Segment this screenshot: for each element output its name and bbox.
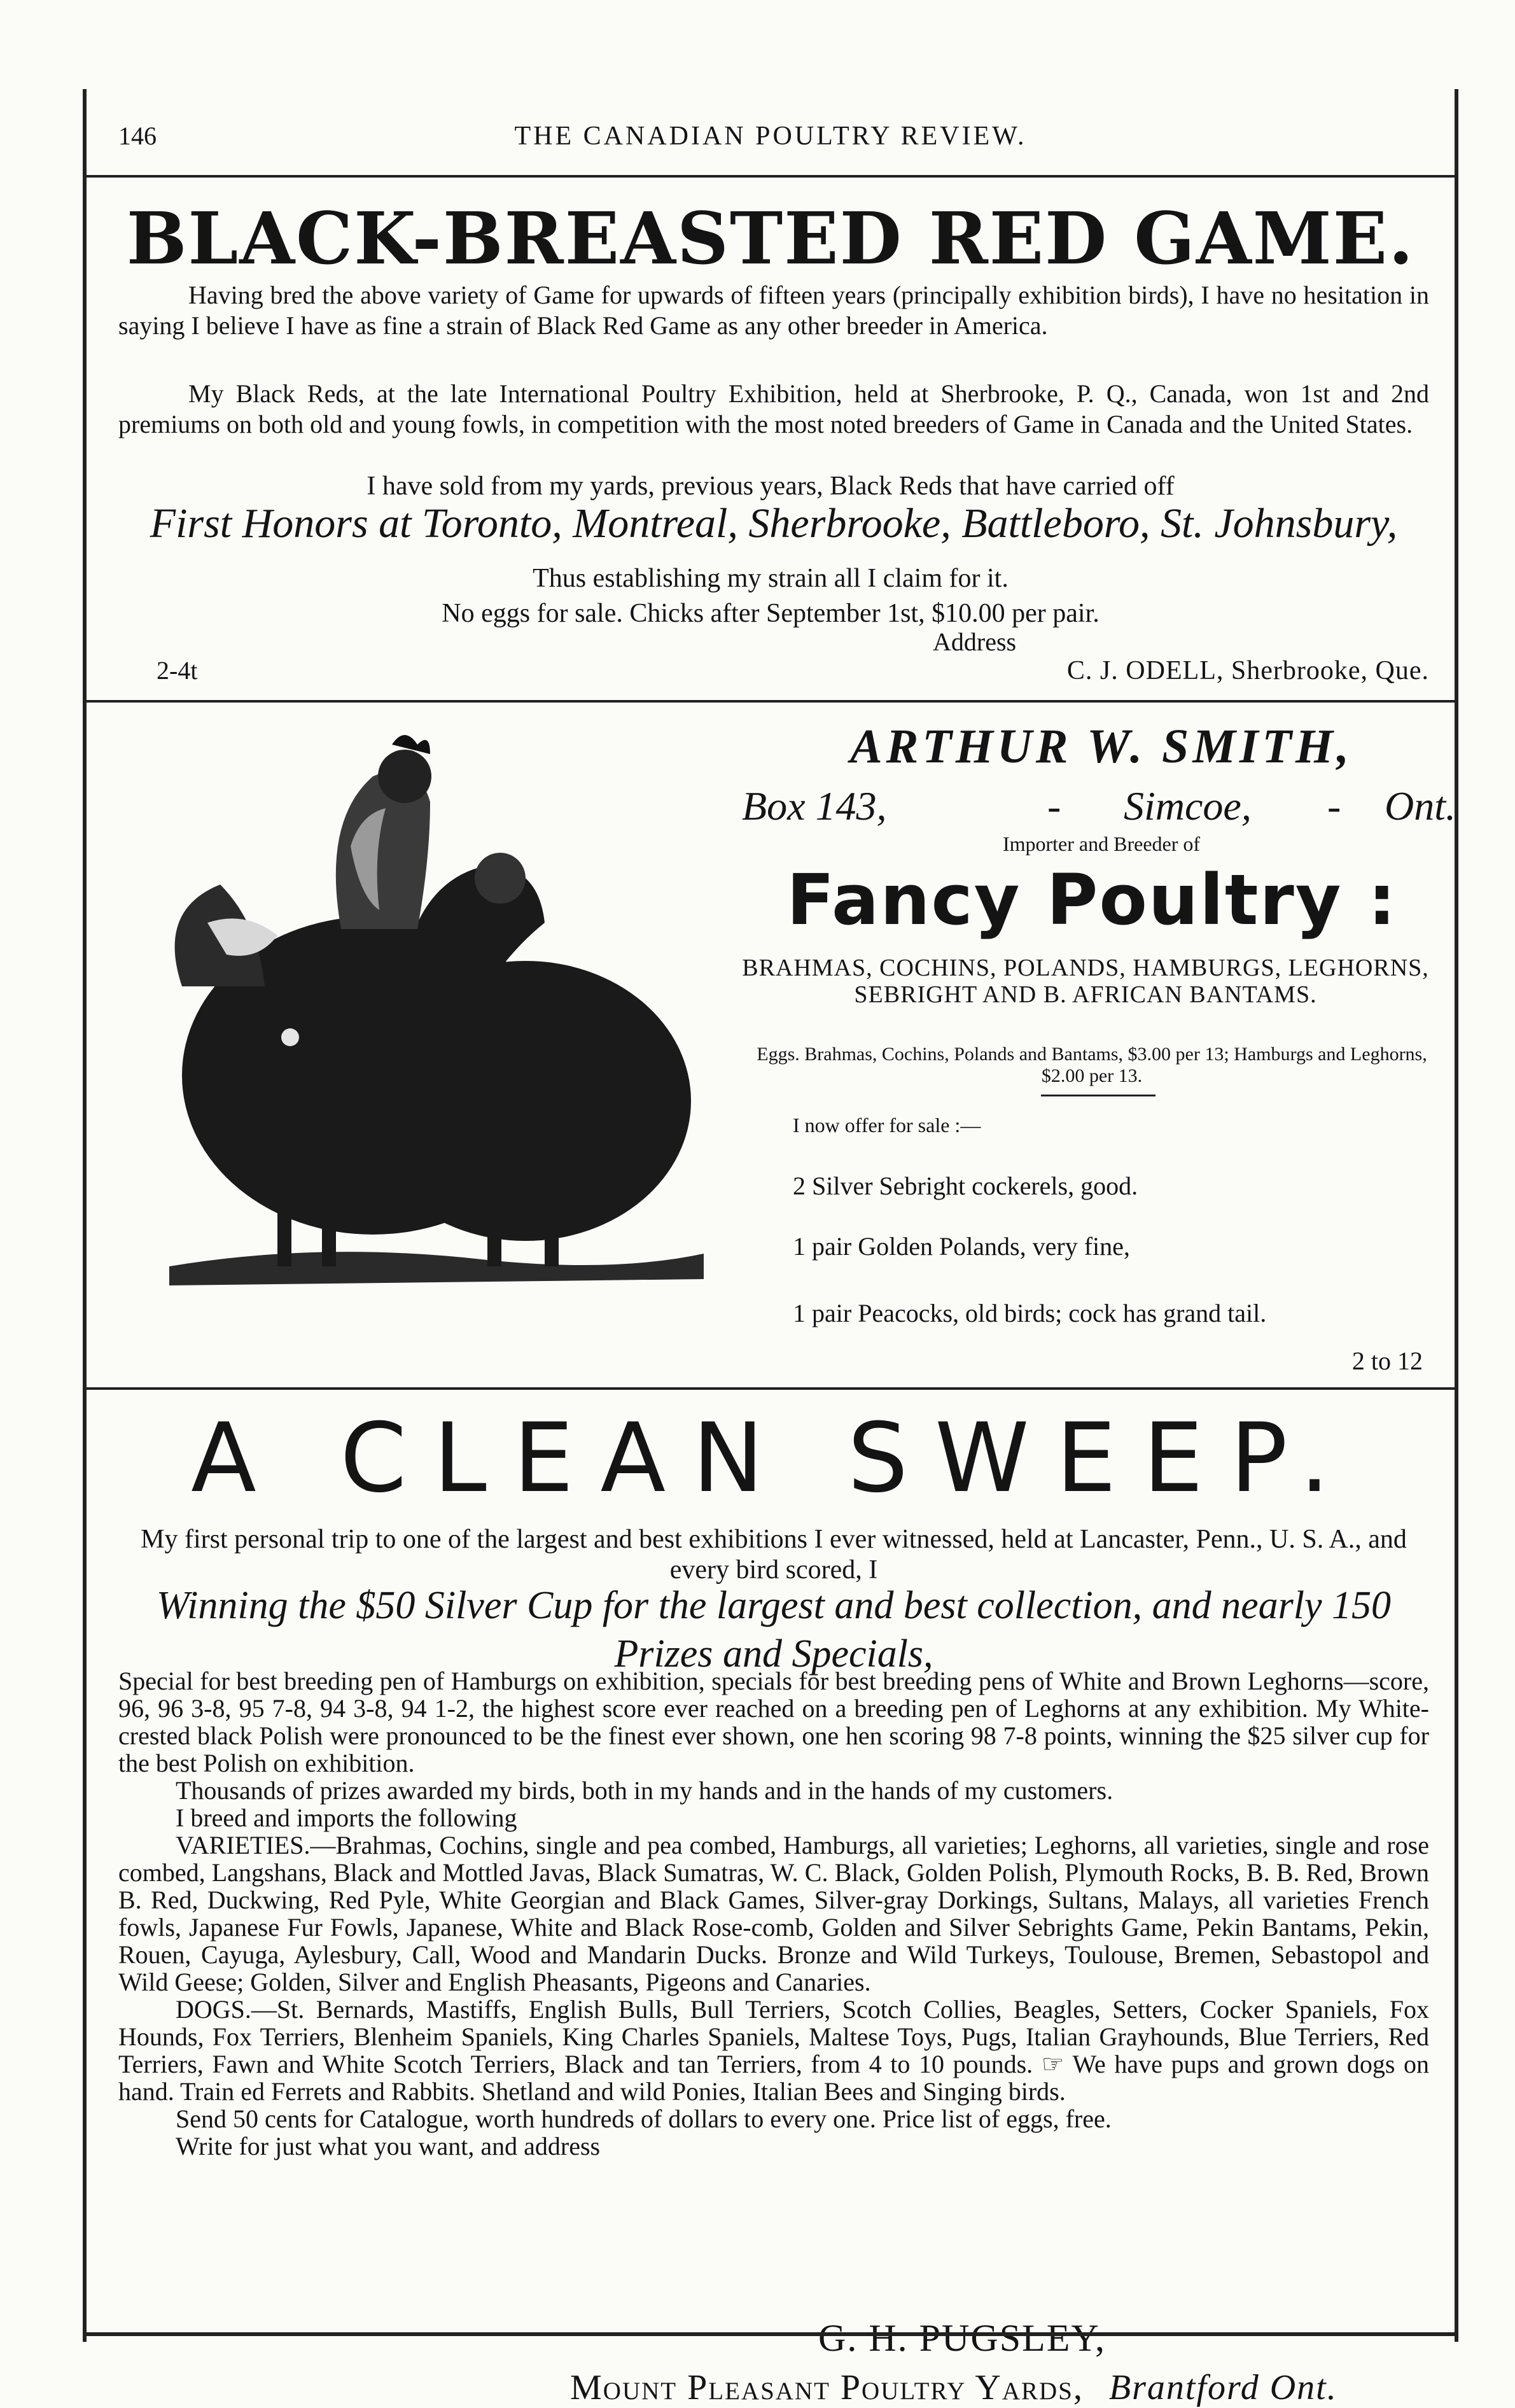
page-number: 146 bbox=[118, 122, 157, 150]
fowl-illustration bbox=[131, 719, 761, 1292]
smith-name: ARTHUR W. SMITH, bbox=[849, 720, 1353, 773]
game-ad-term: 2-4t bbox=[157, 656, 198, 685]
smith-term: 2 to 12 bbox=[1351, 1347, 1423, 1375]
smith-dash-2: - bbox=[1327, 783, 1341, 829]
pugsley-name: G. H. PUGSLEY, bbox=[818, 2317, 1106, 2359]
pugsley-title: A CLEAN SWEEP. bbox=[191, 1403, 1357, 1514]
sale-item: 2 Silver Sebright cockerels, good. bbox=[793, 1172, 1138, 1200]
sale-item: 1 pair Peacocks, old birds; cock has grand tail. bbox=[793, 1299, 1267, 1327]
smith-eggs: Eggs. Brahmas, Cochins, Polands and Bantams, $3.00 per 13; Hamburgs and Leghorns, $2.00 per 13. bbox=[757, 1044, 1427, 1086]
game-ad-para-2: My Black Reds, at the late International Poultry Exhibition, held at Sherbrooke, P. Q., Canada, won 1st and 2nd premiums on both old and young fowls, in competition with the most noted breeders of Game in Canada and the United States. bbox=[118, 379, 1429, 438]
smith-offer: I now offer for sale :— bbox=[793, 1114, 981, 1137]
section-rule-2 bbox=[87, 1387, 1455, 1390]
header-rule bbox=[87, 175, 1455, 178]
section-rule-1 bbox=[87, 700, 1455, 703]
game-ad-para-1: Having bred the above variety of Game for upwards of fifteen years (principally exhibition birds), I have no hesitation in saying I believe I have as fine a strain of Black Red Game as any other breeder in America. bbox=[118, 281, 1429, 340]
game-ad-para-3: I have sold from my yards, previous years, Black Reds that have carried off bbox=[367, 472, 1175, 501]
game-ad-address-label: Address bbox=[933, 627, 1017, 656]
pugsley-para-dogs: DOGS.—St. Bernards, Mastiffs, English Bulls, Bull Terriers, Scotch Collies, Beagles, Setters, Cocker Spaniels, Fox Hounds, Fox Terriers, Blenheim Spaniels, King Charles Spaniels, Maltese Toys, Pugs, Italian Grayhounds, Blue Terriers, Red Terriers, Fawn and White Scotch Terriers, Black and tan Terriers, from 4 to 10 pounds. ☞ We have pups and grown dogs on hand. Train ed Ferrets and Rabbits. Shetland and wild Ponies, Italian Bees and Singing birds. bbox=[118, 1995, 1429, 2106]
pugsley-para-thousands: Thousands of prizes awarded my birds, both in my hands and in the hands of my customers. bbox=[176, 1776, 1114, 1805]
smith-importer: Importer and Breeder of bbox=[1002, 832, 1201, 855]
pugsley-body bbox=[118, 1667, 1429, 2160]
smith-dash-1: - bbox=[1047, 783, 1061, 829]
sale-item: 1 pair Golden Polands, very fine, bbox=[793, 1232, 1130, 1261]
running-title: THE CANADIAN POULTRY REVIEW. bbox=[514, 122, 1027, 151]
pugsley-yards-line bbox=[570, 2367, 1429, 2408]
pugsley-para-write: Write for just what you want, and address bbox=[176, 2132, 601, 2160]
pugsley-town: Brantford Ont. bbox=[1108, 2368, 1337, 2407]
game-ad-signature: C. J. ODELL, Sherbrooke, Que. bbox=[1066, 656, 1429, 685]
page-header bbox=[118, 108, 1423, 165]
pugsley-para-varieties: VARIETIES.—Brahmas, Cochins, single and pea combed, Hamburgs, all varieties; Leghorns, all varieties, single and rose combed, Langshans, Black and Mottled Javas, Black Sumatras, W. C. Black, Golden Polish, Plymouth Rocks, B. B. Red, Brown B. Red, Duckwing, Red Pyle, White Georgian and Black Games, Silver-gray Dorkings, Sultans, Malays, all varieties French fowls, Japanese Fur Fowls, Japanese, White and Black Rose-comb, Golden and Silver Sebrights Game, Pekin Bantams, Pekin, Rouen, Cayuga, Aylesbury, Call, Wood and Mandarin Ducks. Bronze and Wild Turkeys, Toulouse, Bremen, Sebastopol and Wild Geese; Golden, Silver and English Pheasants, Pigeons and Canaries. bbox=[118, 1831, 1429, 1996]
pugsley-para-breed: I breed and imports the following bbox=[176, 1803, 517, 1832]
page bbox=[83, 89, 1458, 2407]
pugsley-para-catalogue: Send 50 cents for Catalogue, worth hundreds of dollars to every one. Price list of eggs, free. bbox=[176, 2104, 1112, 2133]
smith-small-rule bbox=[1041, 1095, 1155, 1096]
pugsley-intro: My first personal trip to one of the largest and best exhibitions I ever witnessed, held at Lancaster, Penn., U. S. A., and every bird scored, I bbox=[141, 1525, 1407, 1585]
smith-breeds: BRAHMAS, COCHINS, POLANDS, HAMBURGS, LEGHORNS, SEBRIGHT AND B. AFRICAN BANTAMS. bbox=[742, 955, 1429, 1008]
smith-box: Box 143, bbox=[742, 783, 887, 829]
smith-province: Ont. bbox=[1385, 783, 1456, 829]
game-ad-establish: Thus establishing my strain all I claim for it. bbox=[533, 564, 1009, 593]
smith-headline: Fancy Poultry : bbox=[786, 859, 1397, 941]
game-ad-eggs: No eggs for sale. Chicks after September 1st, $10.00 per pair. bbox=[442, 599, 1100, 628]
pugsley-yards: Mount Pleasant Poultry Yards, bbox=[570, 2368, 1084, 2407]
footer-rule bbox=[87, 2332, 1455, 2336]
pugsley-winning: Winning the $50 Silver Cup for the largest and best collection, and nearly 150 Prizes and Specials, bbox=[156, 1584, 1392, 1676]
pugsley-para-special: Special for best breeding pen of Hamburgs on exhibition, specials for best breeding pens of White and Brown Leghorns—score, 96, 96 3-8, 95 7-8, 94 3-8, 94 1-2, the highest score ever reached on a breeding pen of Leghorns at any exhibition. My White-crested black Polish were pronounced to be the finest ever shown, one hen scoring 98 7-8 points, winning the $25 silver cup for the best Polish on exhibition. bbox=[118, 1667, 1429, 1777]
smith-town: Simcoe, bbox=[1124, 783, 1252, 829]
game-ad-honors: First Honors at Toronto, Montreal, Sherbrooke, Battleboro, St. Johnsbury, bbox=[150, 500, 1398, 547]
game-ad-title: BLACK-BREASTED RED GAME. bbox=[126, 197, 1415, 281]
